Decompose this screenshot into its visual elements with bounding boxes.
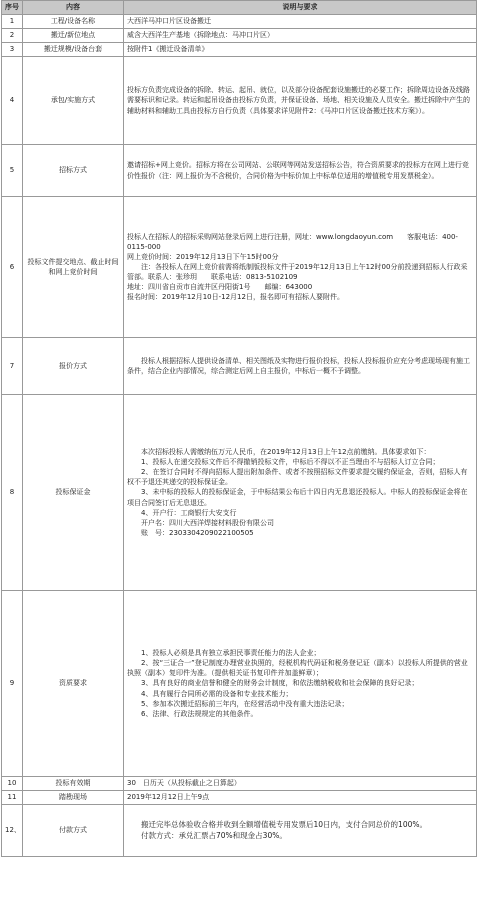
- row-item: 报价方式: [23, 338, 124, 395]
- table-row: [2, 43, 477, 57]
- row-no: 8: [2, 395, 23, 591]
- req-text: 投标人根据招标人提供设备清单、相关图纸及实物进行报价投标，投标人投标报价应充分考虑现场现有施工条件，结合企业内部情况，综合测定后网上自主报价，中标后一概不予调整。: [127, 356, 470, 375]
- table-row: [2, 338, 477, 395]
- row-req: [124, 145, 477, 197]
- row-item: 招标方式: [23, 145, 124, 197]
- table-row: [2, 791, 477, 805]
- req-text: 本次招标投标人需缴纳伍万元人民币，在2019年12月13日上午12点前缴纳。具体要求如下：: [141, 447, 431, 456]
- req-text: 付款方式：承兑汇票占70%和现金占30%。: [141, 830, 287, 840]
- row-item: 付款方式: [23, 805, 124, 857]
- req-text: 地址：四川省自贡市自流井区丹阳街1号 邮编：643000: [127, 283, 313, 292]
- row-item: 投标保证金: [23, 395, 124, 591]
- req-text: 2019年12月12日上午9点: [127, 793, 210, 802]
- row-no: 9: [2, 591, 23, 777]
- row-req: [124, 15, 477, 29]
- row-no: 1: [2, 15, 23, 29]
- header-requirements: 说明与要求: [124, 1, 477, 15]
- row-item: 投标有效期: [23, 777, 124, 791]
- table-row: [2, 591, 477, 777]
- row-no: 7: [2, 338, 23, 395]
- table-row: [2, 15, 477, 29]
- row-item: 搬迁/新位地点: [23, 29, 124, 43]
- req-text: 注：各投标人在网上竞价前需将纸制版投标文件于2019年12月13日上午12时00分前投递到招标人行政采管部。联系人：张珍玥 联系电话：0813-5102109: [127, 262, 468, 282]
- req-text: 账 号：2303304209022100505: [141, 528, 254, 537]
- req-text: 邀请招标+网上竞价。招标方将在公司网站、公联网等网站发送招标公告，符合资质要求的投标方在网上进行竞价性报价（注：网上报价为不含税价，合同价格为中标价加上中标单位适用的增值税专用发票税金）。: [127, 161, 469, 180]
- req-text: 2、在签订合同时不得向招标人提出附加条件、或者不按照招标文件要求提交履约保证金，否则，招标人有权不予退还其递交的投标保证金。: [127, 468, 468, 487]
- table-row: [2, 197, 477, 338]
- row-no: 11: [2, 791, 23, 805]
- req-text: 大西洋马冲口片区设备搬迁: [127, 17, 211, 26]
- row-req: [124, 591, 477, 777]
- row-req: [124, 197, 477, 338]
- row-item: 资质要求: [23, 591, 124, 777]
- row-item: 工程/设备名称: [23, 15, 124, 29]
- row-no: 2: [2, 29, 23, 43]
- row-no: 10: [2, 777, 23, 791]
- table-row: [2, 777, 477, 791]
- header-no: 序号: [2, 1, 23, 15]
- row-req: [124, 29, 477, 43]
- req-text: 30 日历天（从投标截止之日算起）: [127, 779, 241, 788]
- req-text: 按附件1《搬迁设备清单》: [127, 45, 209, 54]
- req-text: 开户名：四川大西洋焊接材料股份有限公司: [141, 518, 274, 527]
- table-header-row: [2, 1, 477, 15]
- req-text: 报名时间：2019年12月10日-12月12日，报名即可有招标人要附件。: [127, 293, 344, 302]
- table-row: [2, 57, 477, 145]
- header-item: 内容: [23, 1, 124, 15]
- row-item: 投标文件提交地点、截止时间和网上竞价时间: [23, 197, 124, 338]
- req-text: 1、投标人必须是具有独立承担民事责任能力的法人企业；: [141, 649, 321, 657]
- row-item: 搬迁规模/设备台套: [23, 43, 124, 57]
- row-req: [124, 395, 477, 591]
- req-text: 2、按“三证合一”登记制度办理营业执照的，经税机构代码证和税务登记证（副本）以投标人所提供的营业执照（副本）复印件为准。（提供相关证书复印件并加盖鲜章）；: [127, 659, 468, 678]
- req-text: 网上竞价时间：2019年12月13日下午15时00分: [127, 252, 279, 261]
- req-text: 搬迁完毕总体验收合格并收到全额增值税专用发票后10日内，支付合同总价的100%。: [141, 819, 427, 829]
- req-text: 4、具有履行合同所必需的设备和专业技术能力；: [141, 689, 293, 698]
- row-no: 12、: [2, 805, 23, 857]
- row-no: 6: [2, 197, 23, 338]
- row-no: 3: [2, 43, 23, 57]
- table-row: [2, 145, 477, 197]
- req-text: 6、法律、行政法规规定的其他条件。: [141, 709, 258, 718]
- req-text: 投标方负责完成设备的拆除、转运、起吊、就位，以及部分设备配套设施搬迁的必要工作；拆除周边设备及线路需要标识和记录。转运和起吊设备由投标方负责，并保证设备、场地、相关设施及人员安全。搬迁拆除中产生的辅助材料和辅助工具由投标方自行负责（具体要求详见附件2：《马冲口片区设备搬迁技术方案》）。: [127, 86, 470, 115]
- row-item: 踏勘现场: [23, 791, 124, 805]
- req-text: 4、开户行：工商银行大安支行: [141, 508, 237, 517]
- req-text: 1、投标人在递交投标文件后不得撤销投标文件，中标后不得以不正当理由不与招标人订立合同；: [141, 458, 440, 466]
- req-text: 5、参加本次搬迁招标前三年内，在经营活动中没有重大违法记录；: [141, 699, 349, 708]
- table-row: [2, 29, 477, 43]
- req-text: 投标人在招标人的招标采购网站登录后网上进行注册，网址：www.longdaoyun.com 客服电话：400-0115-000: [127, 232, 458, 251]
- row-item: 承包/实施方式: [23, 57, 124, 145]
- row-req: [124, 791, 477, 805]
- table-row: [2, 805, 477, 857]
- row-req: [124, 338, 477, 395]
- tender-table: [1, 0, 477, 857]
- table-row: [2, 395, 477, 591]
- row-req: [124, 43, 477, 57]
- req-text: 威含大西洋生产基地（拆除地点：马冲口片区）: [127, 31, 274, 40]
- req-text: 3、具有良好的商业信誉和健全的财务会计制度，和依法缴纳税收和社会保障的良好记录；: [141, 679, 419, 688]
- row-req: [124, 57, 477, 145]
- row-no: 5: [2, 145, 23, 197]
- row-req: [124, 777, 477, 791]
- row-no: 4: [2, 57, 23, 145]
- row-req: [124, 805, 477, 857]
- req-text: 3、未中标的投标人的投标保证金，于中标结果公布后十四日内无息退还投标人。中标人的投标保证金将在项目合同签订后无息退还。: [127, 488, 468, 507]
